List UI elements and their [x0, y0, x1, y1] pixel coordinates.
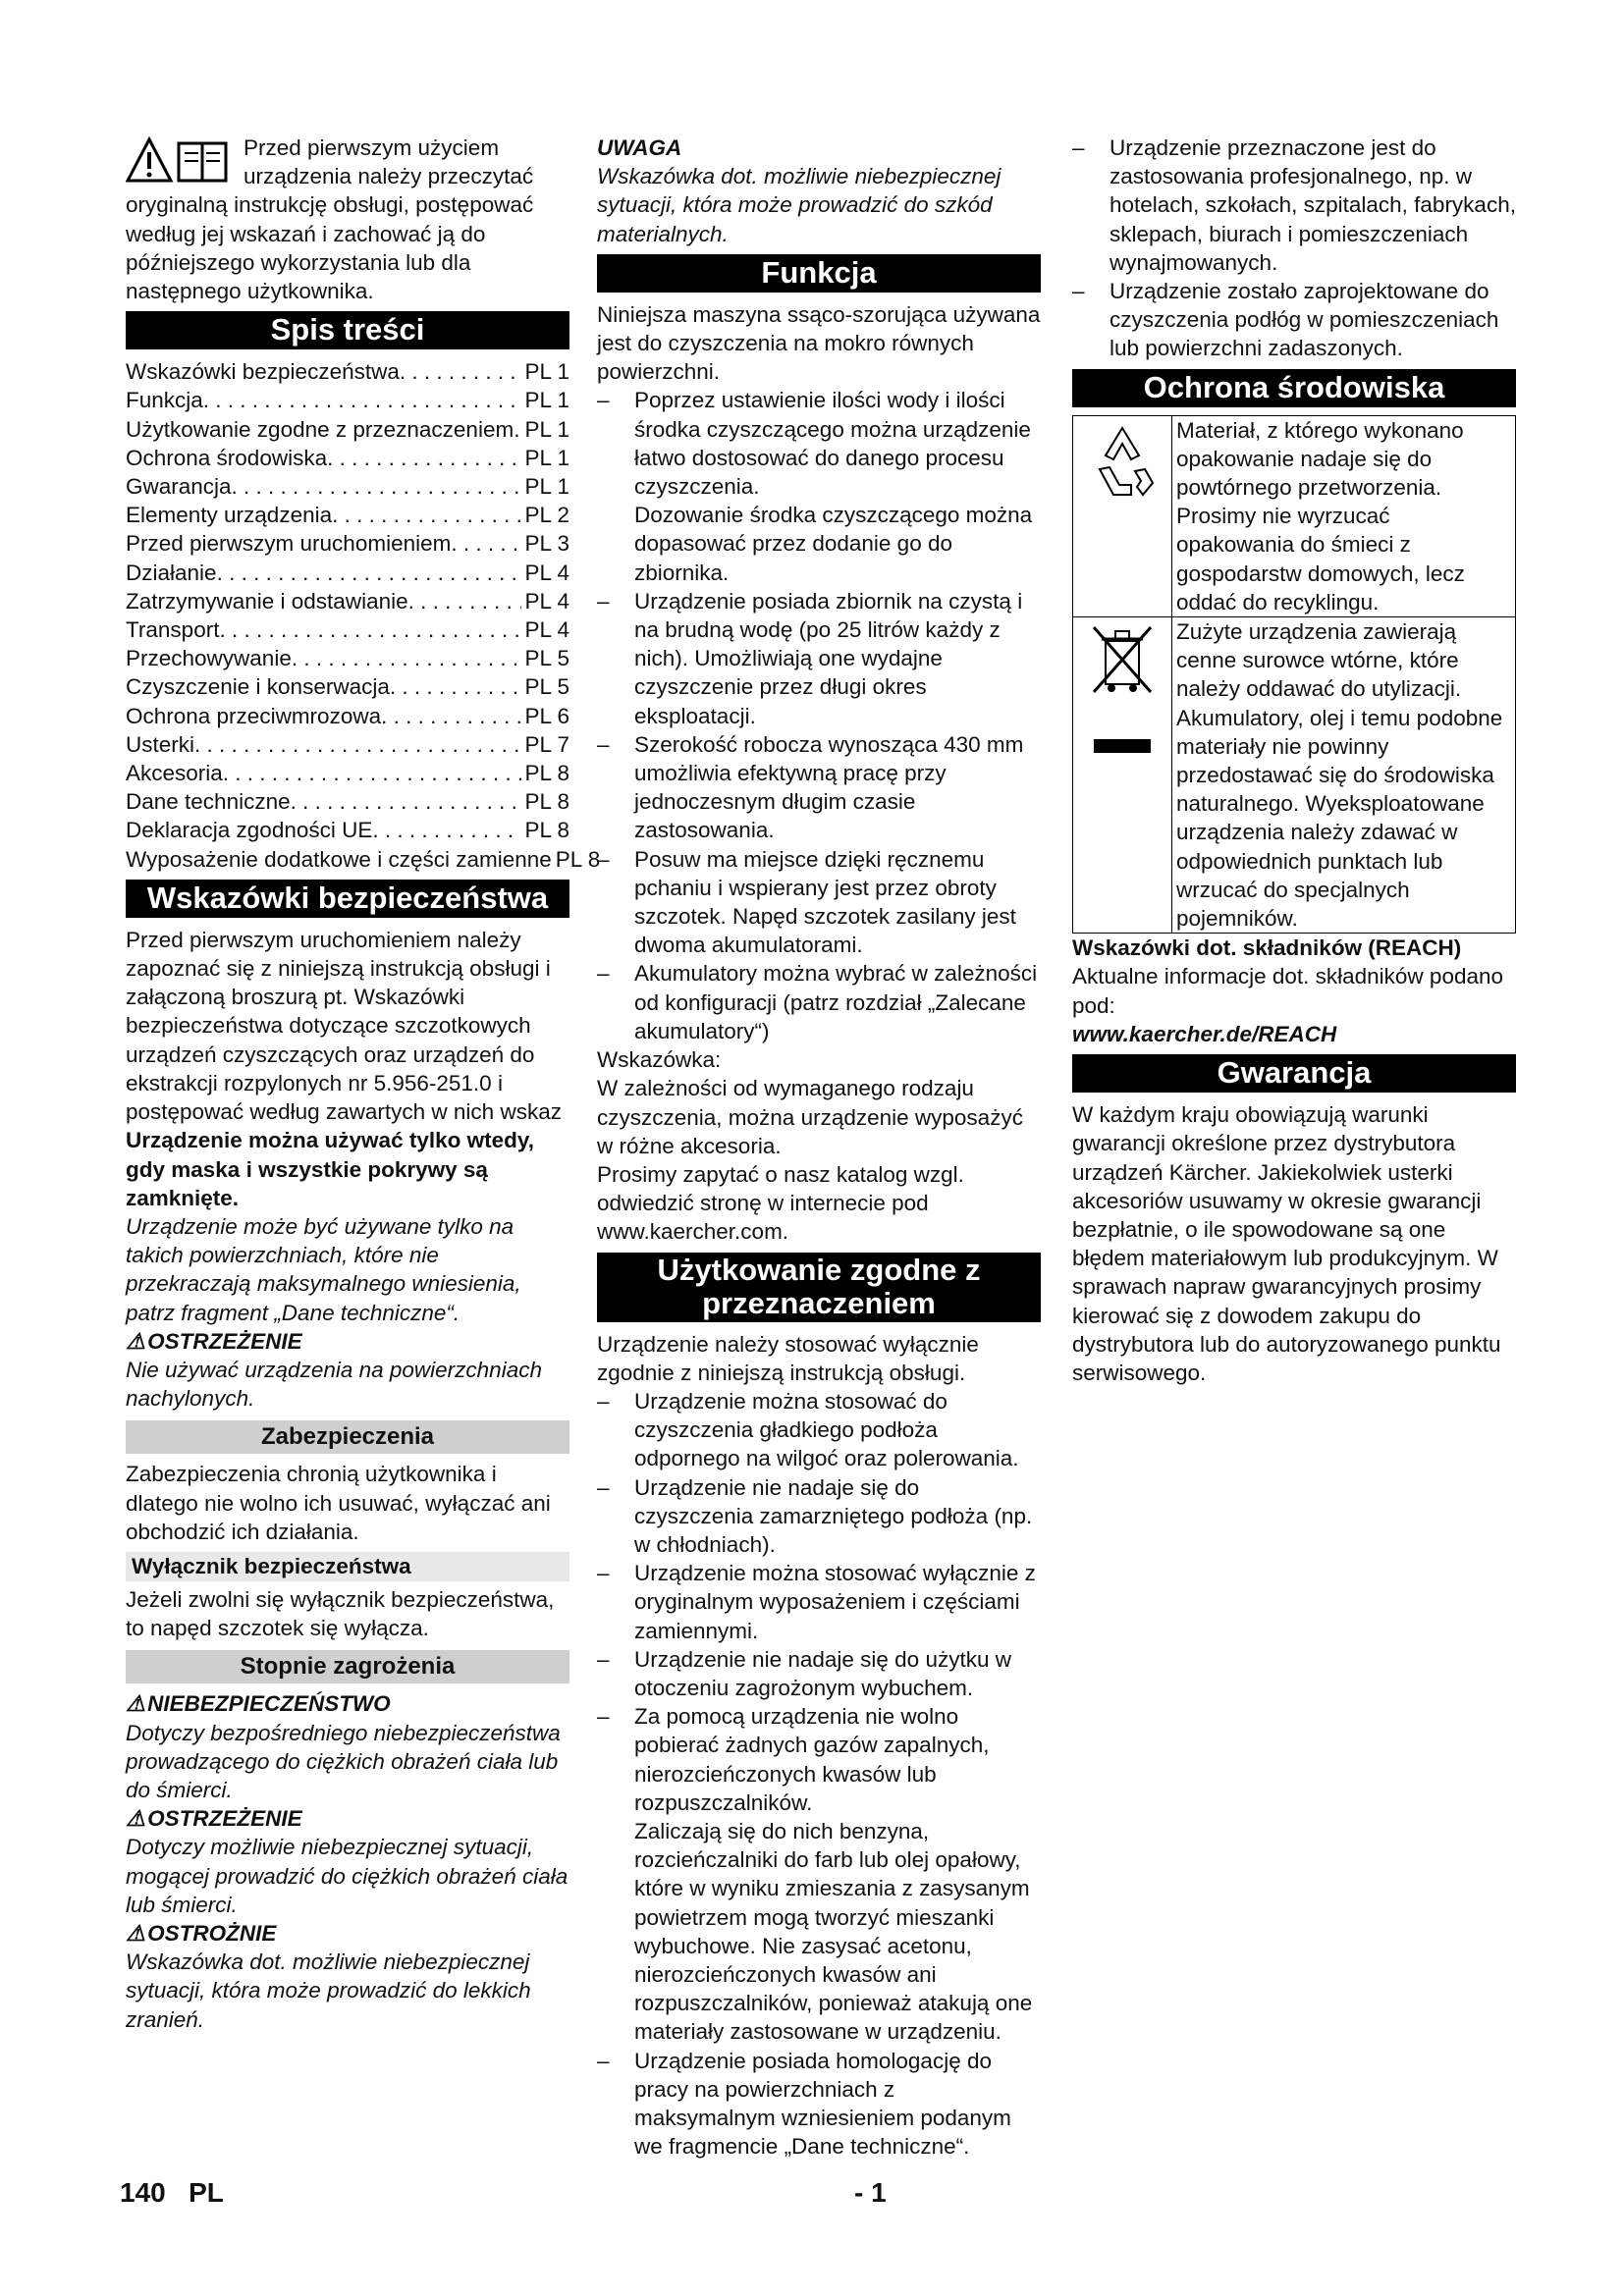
environment-row-devices	[1073, 616, 1515, 933]
toc-entry[interactable]: Czyszczenie i konserwacja . . . PL 5	[126, 672, 569, 701]
list-item: – Urządzenie nie nadaje się do czyszczenia zamarzniętego podłoża (np. w chłodniach).	[597, 1473, 1041, 1560]
safety-italic-note: Urządzenie może być używane tylko na takich powierzchniach, które nie przekraczają maksymalnego wniesienia, patrz fragment „Dane techniczne“.	[126, 1213, 521, 1325]
toc-entry[interactable]: Deklaracja zgodności UE . . . PL 8	[126, 816, 569, 844]
reach-heading: Wskazówki dot. składników (REACH)	[1072, 935, 1462, 961]
environment-row-packaging	[1073, 416, 1515, 616]
warning-icon: ⚠	[126, 1691, 146, 1717]
column-1	[126, 133, 601, 2034]
list-item: – Za pomocą urządzenia nie wolno pobierać żadnych gazów zapalnych, nierozcieńczonych kwasów lub rozpuszczalników. Zaliczają się do nich benzyna, rozcieńczalniki do farb lub olej opałowy, które w wyniku zmieszania z zasysanym powietrzem mogą tworzyć mieszanki wybuchowe. Nie zasysać acetonu, nierozcieńczonych kwasów ani rozpuszczalników, ponieważ atakują one materiały zastosowane w urządzeniu.	[597, 1702, 1041, 2046]
protections-text: Zabezpieczenia chronią użytkownika i dlatego nie wolno ich usuwać, wyłączać ani obchodzić ich działania.	[126, 1462, 551, 1544]
environment-heading: Ochrona środowiska	[1072, 369, 1516, 407]
column-2	[597, 133, 1041, 2161]
warning-icon: ⚠	[126, 1806, 146, 1832]
switch-text: Jeżeli zwolni się wyłącznik bezpieczeństwa, to napęd szczotek się wyłącza.	[126, 1586, 555, 1641]
warranty-heading: Gwarancja	[1072, 1054, 1516, 1093]
switch-heading: Wyłącznik bezpieczeństwa	[126, 1552, 569, 1581]
list-item: – Urządzenie można stosować wyłącznie z oryginalnym wyposażeniem i częściami zamiennymi.	[597, 1559, 1041, 1645]
intended-use-heading: Użytkowanie zgodne z przeznaczeniem	[597, 1253, 1041, 1322]
list-item: – Posuw ma miejsce dzięki ręcznemu pchaniu i wspierany jest przez obroty szczotek. Napęd szczotek zasilany jest dwoma akumulatorami.	[597, 845, 1041, 960]
warning-icon: ⚠	[126, 1920, 146, 1946]
safety-heading: Wskazówki bezpieczeństwa	[126, 880, 569, 918]
toc-entry[interactable]: Wyposażenie dodatkowe i części zamienne PL 8	[126, 846, 601, 872]
warning-manual-icon	[126, 135, 236, 187]
toc-entry[interactable]: Transport . . . PL 4	[126, 615, 569, 644]
toc-entry[interactable]: Ochrona przeciwmrozowa . . . PL 6	[126, 702, 569, 730]
toc-entry[interactable]: Usterki . . . PL 7	[126, 730, 569, 759]
catalog-text: Prosimy zapytać o nasz katalog wzgl. odwiedzić stronę w internecie pod www.kaercher.com.	[597, 1161, 964, 1245]
toc-entry[interactable]: Funkcja . . . PL 1	[126, 386, 569, 414]
footer-page-number: 140 PL	[120, 2177, 224, 2208]
list-item: – Urządzenie można stosować do czyszczenia gładkiego podłoża odpornego na wilgoć oraz polerowania.	[597, 1387, 1041, 1473]
danger-label: ⚠ NIEBEZPIECZEŃSTWO	[126, 1689, 569, 1718]
warranty-text: W każdym kraju obowiązują warunki gwarancji określone przez dystrybutora urządzeń Kärcher. Jakiekolwiek usterki akcesoriów usuwamy w okresie gwarancji bezpłatnie, o ile spowodowane są one błędem materiałowym lub produkcyjnym. W sprawach napraw gwarancyjnych prosimy kierować się z dowodem zakupu do dystrybutora lub do autoryzowanego punktu serwisowego.	[1072, 1102, 1501, 1385]
note-label: Wskazówka:	[597, 1047, 722, 1073]
caution-label: ⚠ OSTROŻNIE	[126, 1919, 569, 1948]
warning-label: ⚠ OSTRZEŻENIE	[126, 1327, 569, 1356]
toc-entry[interactable]: Przechowywanie . . . PL 5	[126, 644, 569, 672]
list-item: – Urządzenie posiada zbiornik na czystą i na brudną wodę (po 25 litrów każdy z nich). Umożliwiają one wydajne czyszczenie przez długi okres eksploatacji.	[597, 587, 1041, 730]
toc-entry[interactable]: Przed pierwszym uruchomieniem . . . PL 3	[126, 529, 569, 558]
list-item: – Urządzenie nie nadaje się do użytku w otoczeniu zagrożonym wybuchem.	[597, 1645, 1041, 1702]
toc-entry[interactable]: Użytkowanie zgodne z przeznaczeniem . . . PL 1	[126, 415, 569, 444]
toc-entry[interactable]: Działanie . . . PL 4	[126, 559, 569, 587]
function-heading: Funkcja	[597, 254, 1041, 293]
function-list	[597, 386, 1041, 1045]
intro-block	[126, 133, 569, 305]
warning-icon: ⚠	[126, 1328, 146, 1354]
list-item: – Urządzenie zostało zaprojektowane do czyszczenia podłóg w pomieszczeniach lub powierzchni zadaszonych.	[1072, 277, 1516, 363]
list-item: – Szerokość robocza wynosząca 430 mm umożliwia efektywną pracę przy jednoczesnym długim czasie zastosowania.	[597, 730, 1041, 845]
toc-entry[interactable]: Akcesoria . . . PL 8	[126, 759, 569, 787]
levels-heading: Stopnie zagrożenia	[126, 1650, 569, 1683]
safety-bold-note: Urządzenie można używać tylko wtedy, gdy maska i wszystkie pokrywy są zamknięte.	[126, 1128, 534, 1210]
reach-link[interactable]: www.kaercher.de/REACH	[1072, 1021, 1337, 1046]
intended-use-list	[597, 1387, 1041, 2161]
warning2-label: ⚠ OSTRZEŻENIE	[126, 1804, 569, 1833]
list-item: – Poprzez ustawienie ilości wody i ilości środka czyszczącego można urządzenie łatwo dostosować do danego procesu czyszczenia. Dozowanie środka czyszczącego można dopasować przez dodanie go do zbiornika.	[597, 386, 1041, 586]
list-item: – Urządzenie przeznaczone jest do zastosowania profesjonalnego, np. w hotelach, szkołach, szpitalach, fabrykach, sklepach, biurach i pomieszczeniach wynajmowanych.	[1072, 133, 1516, 277]
intended-use-intro: Urządzenie należy stosować wyłącznie zgodnie z niniejszą instrukcją obsługi.	[597, 1331, 979, 1385]
recycling-icon	[1073, 416, 1171, 616]
attention-text: Wskazówka dot. możliwie niebezpiecznej sytuacji, która może prowadzić do szkód materialnych.	[597, 164, 1001, 246]
toc-heading: Spis treści	[126, 311, 569, 349]
packaging-text: Materiał, z którego wykonano opakowanie nadaje się do powtórnego przetworzenia. Prosimy nie wyrzucać opakowania do śmieci z gospodarstw domowych, lecz oddać do recyklingu.	[1171, 416, 1515, 616]
toc-entry[interactable]: Ochrona środowiska . . . PL 1	[126, 444, 569, 472]
safety-text: Przed pierwszym uruchomieniem należy zapoznać się z niniejszą instrukcją obsługi i załączoną broszurą pt. Wskazówki bezpieczeństwa dotyczące szczotkowych urządzeń czyszczących oraz urządzeń do ekstrakcji rozpylonych nr 5.956-251.0 i postępować według zawartych w nich wskaz	[126, 927, 562, 1125]
warning2-text: Dotyczy możliwie niebezpiecznej sytuacji, mogącej prowadzić do ciężkich obrażeń ciała lub śmierci.	[126, 1835, 568, 1917]
column-3	[1072, 133, 1516, 1387]
toc-entry[interactable]: Wskazówki bezpieczeństwa . . . PL 1	[126, 357, 569, 386]
toc-entry[interactable]: Zatrzymywanie i odstawianie . . . PL 4	[126, 587, 569, 615]
reach-text: Aktualne informacje dot. składników podano pod:	[1072, 964, 1504, 1018]
toc-entry[interactable]: Dane techniczne . . . PL 8	[126, 787, 569, 816]
warning-text: Nie używać urządzenia na powierzchniach nachylonych.	[126, 1357, 542, 1412]
list-item: – Akumulatory można wybrać w zależności od konfiguracji (patrz rozdział „Zalecane akumulatory“)	[597, 959, 1041, 1045]
note-text: W zależności od wymaganego rodzaju czyszczenia, można urządzenie wyposażyć w różne akcesoria.	[597, 1076, 1023, 1158]
danger-text: Dotyczy bezpośredniego niebezpieczeństwa prowadzącego do ciężkich obrażeń ciała lub do śmierci.	[126, 1720, 561, 1802]
environment-table	[1072, 415, 1516, 934]
protections-heading: Zabezpieczenia	[126, 1420, 569, 1454]
crossed-bin-icon	[1073, 617, 1171, 933]
devices-text: Zużyte urządzenia zawierają cenne surowce wtórne, które należy oddawać do utylizacji. Akumulatory, olej i temu podobne materiały nie powinny przedostawać się do środowiska naturalnego. Wyeksploatowane urządzenia należy zdawać w odpowiednich punktach lub wrzucać do specjalnych pojemników.	[1171, 617, 1515, 933]
attention-label: UWAGA	[597, 135, 682, 160]
list-item: – Urządzenie posiada homologację do pracy na powierzchniach z maksymalnym wzniesieniem podanym we fragmencie „Dane techniczne“.	[597, 2047, 1041, 2162]
intended-use-list-cont	[1072, 133, 1516, 363]
function-intro: Niniejsza maszyna ssąco-szorująca używana jest do czyszczenia na mokro równych powierzchni.	[597, 301, 1041, 385]
footer-center: - 1	[854, 2177, 887, 2208]
caution-text: Wskazówka dot. możliwie niebezpiecznej sytuacji, która może prowadzić do lekkich zranień.	[126, 1949, 531, 2032]
toc-entry[interactable]: Elementy urządzenia . . . PL 2	[126, 501, 569, 529]
toc-entry[interactable]: Gwarancja . . . PL 1	[126, 472, 569, 501]
toc-list	[126, 357, 601, 874]
intro-text: Przed pierwszym użyciem urządzenia należy przeczytać oryginalną instrukcję obsługi, postępować według jej wskazań i zachować ją do późniejszego wykorzystania lub dla następnego użytkownika.	[126, 135, 534, 304]
